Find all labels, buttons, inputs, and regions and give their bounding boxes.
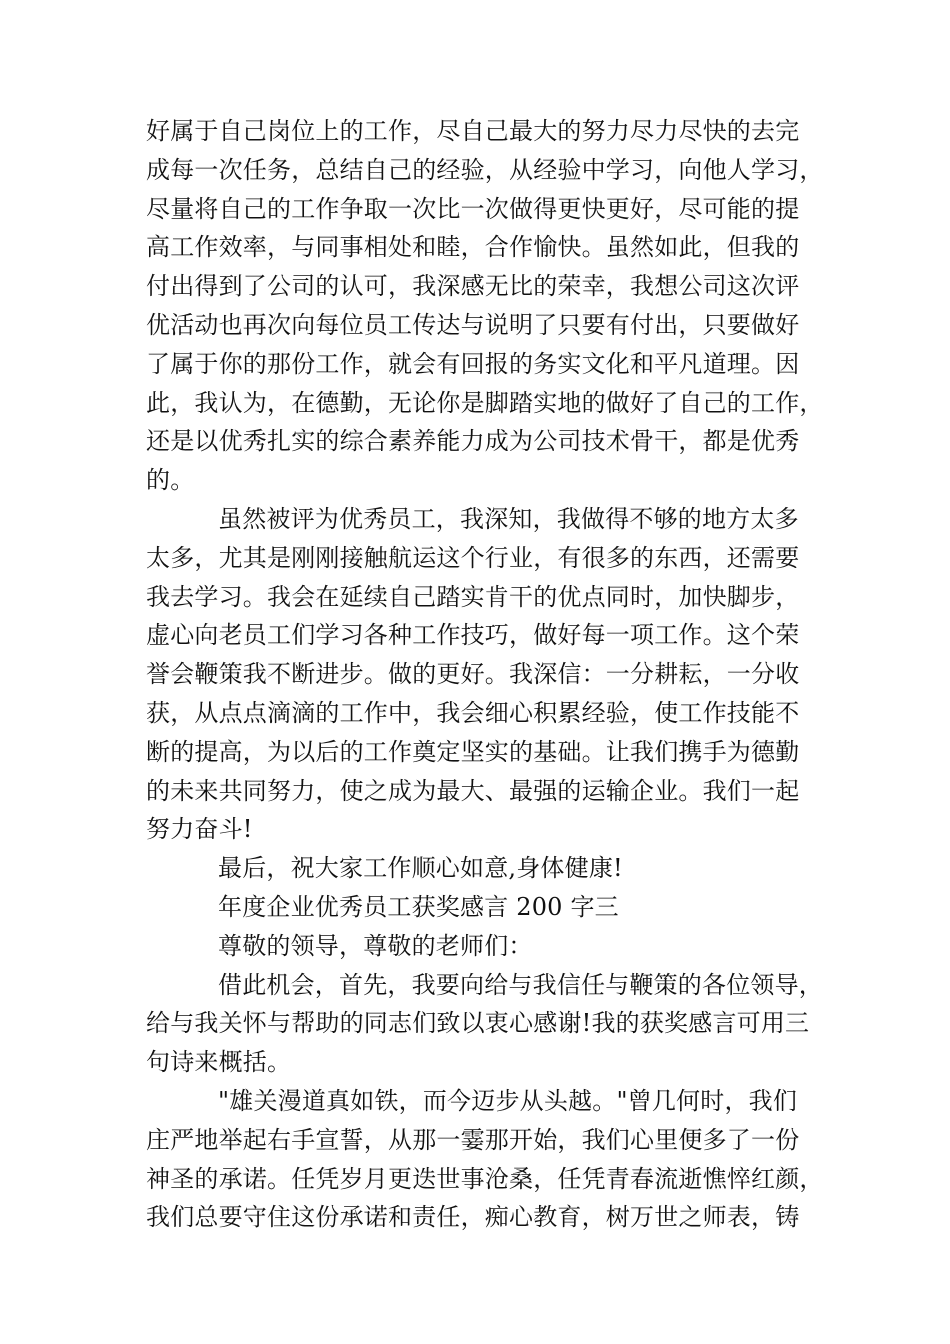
text-line: 太多，尤其是刚刚接触航运这个行业，有很多的东西，还需要 — [146, 543, 800, 572]
text-line: 还是以优秀扎实的综合素养能力成为公司技术骨干，都是优秀 — [146, 427, 800, 456]
text-line: 的。 — [146, 466, 195, 495]
section-heading: 年度企业优秀员工获奖感言 200 字三 — [218, 892, 619, 921]
paragraph-first-line: "雄关漫道真如铁，而今迈步从头越。"曾几何时，我们 — [218, 1086, 798, 1115]
text-line: 我们总要守住这份承诺和责任，痴心教育，树万世之师表，铸 — [146, 1203, 800, 1232]
body-text — [146, 112, 824, 1237]
text-line: 尽量将自己的工作争取一次比一次做得更快更好，尽可能的提 — [146, 194, 800, 223]
text-line: 断的提高，为以后的工作奠定坚实的基础。让我们携手为德勤 — [146, 737, 800, 766]
paragraph-first-line: 借此机会，首先，我要向给与我信任与鞭策的各位领导， — [218, 970, 823, 999]
salutation: 尊敬的领导，尊敬的老师们： — [218, 931, 533, 960]
text-line: 成每一次任务，总结自己的经验，从经验中学习，向他人学习， — [146, 155, 824, 184]
text-line: 付出得到了公司的认可，我深感无比的荣幸，我想公司这次评 — [146, 272, 800, 301]
text-line: 给与我关怀与帮助的同志们致以衷心感谢!我的获奖感言可用三 — [146, 1009, 810, 1038]
text-line: 了属于你的那份工作，就会有回报的务实文化和平凡道理。因 — [146, 349, 800, 378]
text-line: 庄严地举起右手宣誓，从那一霎那开始，我们心里便多了一份 — [146, 1125, 800, 1154]
text-line: 虚心向老员工们学习各种工作技巧，做好每一项工作。这个荣 — [146, 621, 800, 650]
closing-wishes: 最后，祝大家工作顺心如意,身体健康! — [218, 854, 623, 883]
text-line: 高工作效率，与同事相处和睦，合作愉快。虽然如此，但我的 — [146, 233, 800, 262]
text-line: 优活动也再次向每位员工传达与说明了只要有付出，只要做好 — [146, 310, 800, 339]
text-line: 神圣的承诺。任凭岁月更迭世事沧桑，任凭青春流逝憔悴红颜， — [146, 1164, 824, 1193]
text-line: 的未来共同努力，使之成为最大、最强的运输企业。我们一起 — [146, 776, 800, 805]
paragraph-first-line: 虽然被评为优秀员工，我深知，我做得不够的地方太多 — [218, 504, 799, 533]
text-line: 获，从点点滴滴的工作中，我会细心积累经验，使工作技能不 — [146, 698, 800, 727]
text-line: 好属于自己岗位上的工作，尽自己最大的努力尽力尽快的去完 — [146, 117, 800, 145]
text-line: 我去学习。我会在延续自己踏实肯干的优点同时，加快脚步， — [146, 582, 800, 611]
text-line: 努力奋斗! — [146, 815, 253, 844]
text-line: 句诗来概括。 — [146, 1048, 292, 1077]
text-line: 此，我认为，在德勤，无论你是脚踏实地的做好了自己的工作， — [146, 388, 824, 417]
text-line: 誉会鞭策我不断进步。做的更好。我深信：一分耕耘，一分收 — [146, 660, 800, 689]
